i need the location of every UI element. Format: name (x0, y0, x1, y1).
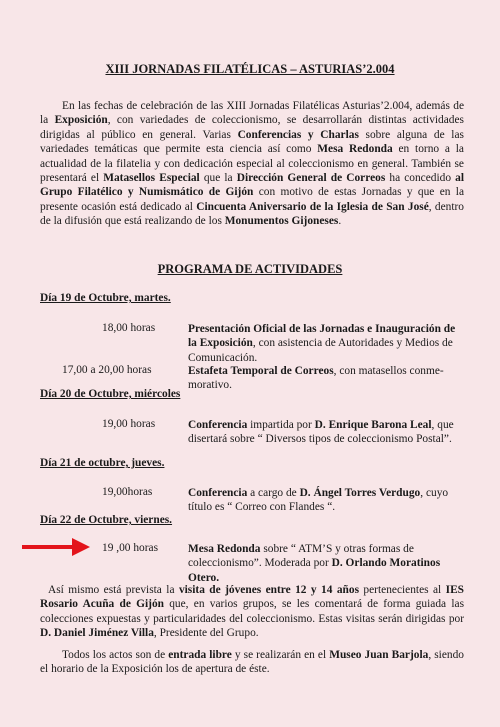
event-time: 19,00horas (102, 486, 153, 498)
text-segment: Todos los actos son de (62, 649, 169, 661)
bold-text-segment: IES Rosario Acuña de Gijón (40, 584, 465, 611)
bold-text-segment: Monumentos Gijoneses (224, 215, 339, 228)
event-time: 17,00 a 20,00 horas (62, 364, 152, 376)
bold-text-segment: Mesa Redonda (317, 143, 393, 156)
intro-paragraph (40, 99, 464, 229)
bold-text-segment: D. Orlando Moratinos Otero. (188, 557, 441, 584)
text-segment: con motivo de estas Jornadas y que en la presente ocasión está dedicado al (40, 186, 465, 213)
text-segment: que la (199, 172, 237, 185)
event-description (188, 486, 456, 515)
text-segment: ha concedido (385, 172, 456, 185)
day-heading: Día 21 de octubre, jueves. (40, 457, 165, 469)
text-segment: , siendo el horario de la Exposición los de apertura de éste. (40, 649, 464, 676)
text-segment: pertenecientes al (359, 584, 446, 596)
bold-text-segment: Matasellos Especial (103, 172, 200, 185)
text-segment: , Presidente del Grupo. (153, 627, 259, 640)
day-heading: Día 20 de Octubre, miércoles (40, 388, 181, 400)
event-description (188, 542, 456, 585)
event-description (188, 322, 456, 365)
bold-text-segment: Cincuenta Aniversario de la Iglesia de San José (196, 200, 429, 213)
bold-text-segment: Conferencias y Charlas (237, 128, 359, 141)
text-segment: , cuyo título es “ Correo con Flandes “. (188, 487, 449, 514)
text-segment: impartida por (247, 419, 315, 431)
bold-text-segment: Museo Juan Barjola (329, 649, 429, 661)
event-time: 19,00 horas (102, 418, 156, 430)
text-segment: , con matasellos conme-morativo. (188, 365, 444, 392)
day-heading: Día 19 de Octubre, martes. (40, 292, 171, 304)
bold-text-segment: Exposición (54, 114, 108, 127)
red-arrow-icon (20, 536, 92, 558)
bold-text-segment: Conferencia (188, 487, 248, 499)
text-segment: Así mismo está prevista la (48, 584, 179, 596)
bold-text-segment: Mesa Redonda (188, 543, 261, 555)
text-segment: En las fechas de celebración de las XIII Jornadas Filatélicas Asturias’2.004, además de la (40, 100, 464, 127)
text-segment: sobre “ ATM’S y otras formas de coleccionismo”. Moderada por (188, 543, 414, 570)
text-segment: que, en varios grupos, se les comentará de forma guiada las colecciones expuestas y particularidades del coleccionismo. Estas visitas serán dirigidas por (40, 598, 465, 625)
text-segment: sobre alguna de las variedades temáticas que permite esta ciencia así como (40, 128, 464, 156)
bold-text-segment: Dirección General de Correos (236, 172, 386, 185)
day-heading: Día 22 de Octubre, viernes. (40, 514, 173, 526)
bold-text-segment: visita de jóvenes entre 12 y 14 años (178, 584, 360, 596)
event-description (188, 418, 456, 447)
bold-text-segment: D. Daniel Jiménez Villa (40, 627, 154, 640)
event-description (188, 364, 456, 393)
program-title: PROGRAMA DE ACTIVIDADES (157, 262, 343, 276)
bold-text-segment: entrada libre (168, 649, 232, 661)
text-segment: , que disertará sobre “ Diversos tipos de coleccionismo Postal”. (188, 419, 454, 446)
event-time: 19 ,00 horas (102, 542, 158, 554)
event-time: 18,00 horas (102, 322, 156, 334)
text-segment: , con asistencia de Autoridades y Medios de Comunicación. (188, 337, 453, 364)
text-segment: . (338, 215, 342, 228)
venue-paragraph (40, 648, 464, 677)
text-segment: , con variedades de coleccionismo, se desarrollarán distintas actividades dirigidas al público en general. Varias (40, 114, 464, 141)
bold-text-segment: Estafeta Temporal de Correos (188, 365, 334, 377)
bold-text-segment: D. Enrique Barona Leal (314, 419, 432, 431)
bold-text-segment: al Grupo Filatélico y Numismático de Gijón (40, 172, 465, 199)
text-segment: a cargo de (247, 487, 300, 499)
visits-paragraph (40, 583, 464, 641)
bold-text-segment: D. Ángel Torres Verdugo (299, 487, 421, 499)
text-segment: y se realizarán en el (231, 649, 330, 661)
bold-text-segment: Conferencia (188, 419, 248, 431)
text-segment: , dentro de la difusión que está realizando de los (40, 200, 465, 228)
text-segment: en torno a la actualidad de la filatelia y con dedicación especial al coleccionismo en general. También se presentará el (40, 143, 464, 185)
document-title: XIII JORNADAS FILATÉLICAS – ASTURIAS’2.004 (105, 62, 395, 76)
bold-text-segment: Presentación Oficial de las Jornadas e Inauguración de la Exposición (188, 323, 456, 350)
